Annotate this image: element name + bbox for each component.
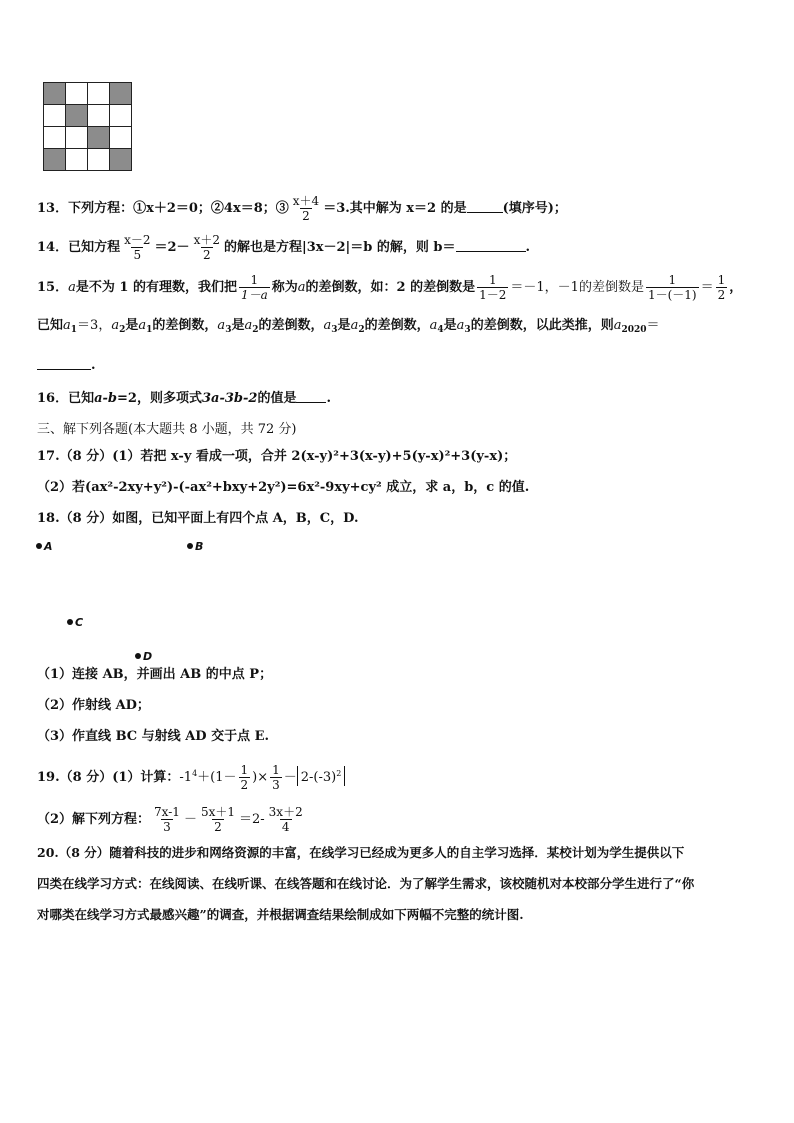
question-20-line-1: 20.（8 分）随着科技的进步和网络资源的丰富，在线学习已经成为更多人的自主学习选择．某校计划为学生提供以下 [37,845,685,860]
question-20-line-3: 对哪类在线学习方式最感兴趣”的调查，并根据调查结果绘制成如下两幅不完整的统计图. [37,907,524,922]
fraction: $\frac{1}{2}$ [717,273,726,302]
shaded-cell [44,83,66,105]
question-20-line-2: 四类在线学习方式：在线阅读、在线听课、在线答题和在线讨论．为了解学生需求，该校随机对本校部分学生进行了“你 [37,876,695,891]
shaded-cell [44,149,66,171]
fraction: $\frac{1}{1-a}$ [240,273,268,302]
grid-row [44,83,132,105]
section-heading: 三、解下列各题(本大题共 8 小题，共 72 分) [37,422,297,437]
question-18-sub-1: （1）连接 AB，并画出 AB 的中点 P； [37,667,273,682]
shaded-cell [66,105,88,127]
fraction: $\frac{5x+1}{2}$ [200,805,235,834]
blank-cell [88,149,110,171]
point-d: D [135,645,152,664]
question-17-line-1: 17.（8 分）(1）若把 x-y 看成一项，合并 2(x-y)²+3(x-y)+5(y-x)²+3(y-x)； [37,449,517,464]
answer-blank [296,390,326,403]
question-18-sub-3: （3）作直线 BC 与射线 AD 交于点 E. [37,729,270,744]
fraction: $\frac{1}{1-(-1)}$ [647,273,697,302]
question-19-line-1: 19.（8 分）(1）计算：$-1^4+(1-$ $\frac{1}{2}$ )× $\frac{1}{3}$ － $2-(-3)^2$ [37,763,345,792]
point-dot [187,543,193,549]
question-16: 16．已知a-b=2，则多项式3a-3b-2的值是 . [37,391,331,406]
blank-cell [66,83,88,105]
question-15-line-3: . [37,357,96,374]
fraction: $\frac{x-2}{5}$ [124,233,151,262]
blank-cell [44,105,66,127]
blank-cell [88,105,110,127]
fraction: $\frac{x+4}{2}$ [292,194,320,223]
absolute-value: $2-(-3)^2$ [297,766,346,786]
point-dot [135,653,141,659]
grid-row [44,149,132,171]
point-dot [36,543,42,549]
question-15-line-2: 已知$a_1=3$，$a_2$是$a_1$的差倒数，$a_3$是$a_2$的差倒数，$a_3$是$a_2$的差倒数，$a_4$是$a_3$的差倒数，以此类推，则$a_{2020}=$ [37,318,660,335]
question-17-line-2: （2）若(ax²-2xy+y²)-(-ax²+bxy+2y²)=6x²-9xy+cy² 成立，求 a，b，c 的值. [37,480,530,495]
answer-blank [456,239,526,252]
shaded-cell [110,149,132,171]
answer-blank [467,200,503,213]
fraction: $\frac{1}{3}$ [272,763,280,792]
question-18-sub-2: （2）作射线 AD； [37,698,150,713]
blank-cell [44,127,66,149]
point-dot [67,619,73,625]
shaded-cell [88,127,110,149]
fraction: $\frac{1}{1-2}$ [479,273,507,302]
grid-row [44,105,132,127]
fraction: $\frac{3x+2}{4}$ [268,805,303,834]
fraction: $\frac{x+2}{2}$ [193,233,220,262]
fraction: $\frac{7x-1}{3}$ [154,805,180,834]
blank-cell [66,127,88,149]
fraction: $\frac{1}{2}$ [240,763,249,792]
shaded-grid-figure [43,82,132,171]
grid-row [44,127,132,149]
blank-cell [110,127,132,149]
point-a: A [36,535,53,554]
answer-blank [37,357,91,370]
shaded-cell [110,83,132,105]
blank-cell [88,83,110,105]
point-c: C [67,611,83,630]
question-19-line-2: （2）解下列方程： $\frac{7x-1}{3}$ － $\frac{5x+1}{2}$ ＝2- $\frac{3x+2}{4}$ [37,805,303,834]
blank-cell [66,149,88,171]
question-13: 13．下列方程：①x＋2＝0；②4x＝8；③ $\frac{x+4}{2}$ ＝3.其中解为 x＝2 的是 (填序号)； [37,194,567,223]
question-14: 14．已知方程 $\frac{x-2}{5}$ ＝2－ $\frac{x+2}{2}$ 的解也是方程|3x－2|＝b 的解，则 b＝ . [37,233,531,262]
question-18-line-1: 18.（8 分）如图，已知平面上有四个点 A，B，C，D. [37,511,359,526]
question-15: 15．a是不为 1 的有理数，我们把 $\frac{1}{1-a}$ 称为a的差倒数，如：2 的差倒数是 $\frac{1}{1-2}$ ＝－1，－1的差倒数是 $\frac{1}{1-(-1)}$ ＝ $\frac{1}{2}$ ， [37,273,743,302]
blank-cell [110,105,132,127]
point-b: B [187,535,203,554]
